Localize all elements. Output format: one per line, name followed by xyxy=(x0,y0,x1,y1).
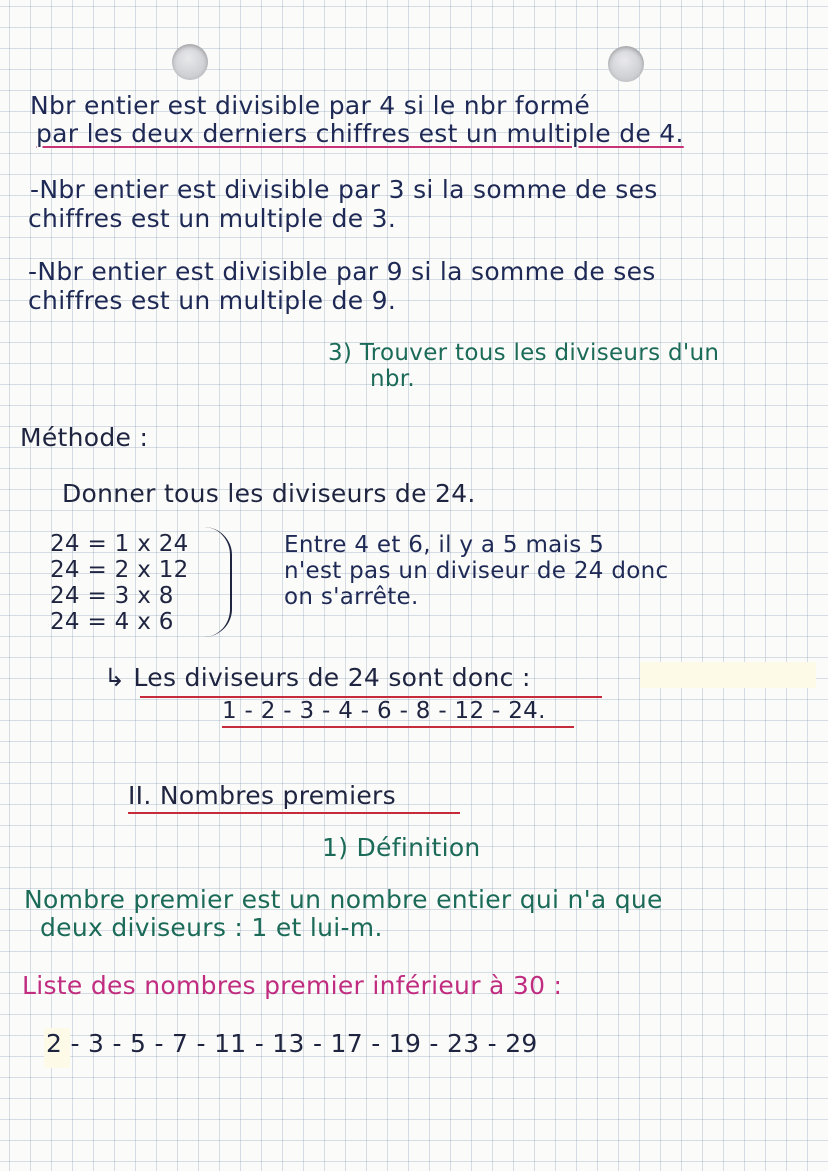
product-line: 24 = 2 x 12 xyxy=(50,557,189,583)
part-2-title: II. Nombres premiers xyxy=(128,781,396,810)
underline-red xyxy=(222,726,574,728)
rule-4-line-2: par les deux derniers chiffres est un multiple de 4. xyxy=(36,119,684,148)
method-note-line: on s'arrête. xyxy=(284,584,419,610)
binder-hole-right xyxy=(608,46,644,82)
underline-red xyxy=(128,812,460,814)
product-line: 24 = 1 x 24 xyxy=(50,531,189,557)
curly-brace xyxy=(200,527,232,637)
section-3-heading-line-1: 3) Trouver tous les diviseurs d'un xyxy=(328,340,720,366)
methode-instruction: Donner tous les diviseurs de 24. xyxy=(62,479,476,508)
definition-line: Nombre premier est un nombre entier qui n'a que xyxy=(24,885,663,914)
rule-9-line-1: -Nbr entier est divisible par 9 si la somme de ses xyxy=(28,257,656,286)
product-line: 24 = 3 x 8 xyxy=(50,583,174,609)
rule-9-line-2: chiffres est un multiple de 9. xyxy=(28,286,397,315)
definition-line: deux diviseurs : 1 et lui-m. xyxy=(40,913,383,942)
prime-list-label: Liste des nombres premier inférieur à 30 : xyxy=(22,971,563,1000)
result-values: 1 - 2 - 3 - 4 - 6 - 8 - 12 - 24. xyxy=(222,698,546,724)
method-note-line: n'est pas un diviseur de 24 donc xyxy=(284,558,669,584)
rule-3-line-1: -Nbr entier est divisible par 3 si la somme de ses xyxy=(30,175,658,204)
part-2-subtitle: 1) Définition xyxy=(322,833,481,862)
method-note-line: Entre 4 et 6, il y a 5 mais 5 xyxy=(284,532,605,558)
binder-hole-left xyxy=(172,44,208,80)
rule-3-line-2: chiffres est un multiple de 3. xyxy=(28,204,397,233)
result-label: ↳ Les diviseurs de 24 sont donc : xyxy=(104,663,531,692)
rule-4-line-1: Nbr entier est divisible par 4 si le nbr formé xyxy=(30,91,591,120)
methode-label: Méthode : xyxy=(20,423,149,452)
prime-list: 2 - 3 - 5 - 7 - 11 - 13 - 17 - 19 - 23 - 29 xyxy=(46,1029,538,1058)
section-3-heading-line-2: nbr. xyxy=(370,366,416,392)
highlight-mark xyxy=(640,662,816,688)
product-line: 24 = 4 x 6 xyxy=(50,609,174,635)
